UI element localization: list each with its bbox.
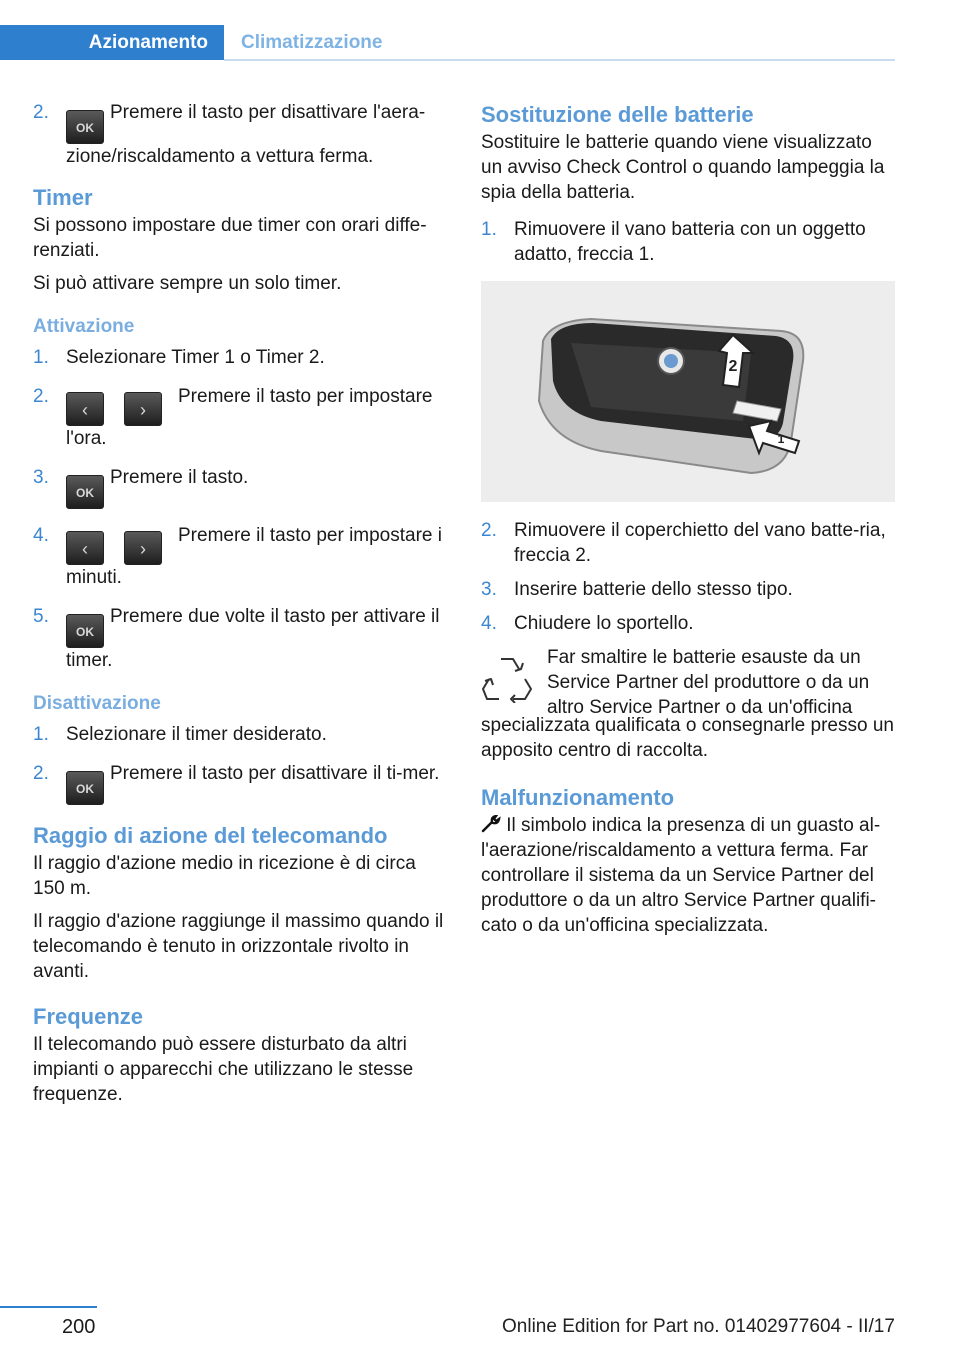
tab-azionamento[interactable]: Azionamento [0,25,224,60]
list-item [481,217,895,267]
list-item [481,611,895,636]
paragraph: Il raggio d'azione medio in ricezione è di circa 150 m. [33,853,416,899]
edition-text: Online Edition for Part no. 01402977604 - II/17 [502,1316,895,1337]
paragraph: Si possono impostare due timer con orari diffe-renziati. [33,215,427,261]
wrench-icon [481,815,501,833]
recycle-icon [481,651,533,703]
section-title-timer: Timer [33,185,93,210]
paragraph [481,813,895,938]
section-title-malfunzionamento: Malfunzionamento [481,785,675,810]
section-title-batterie: Sostituzione delle batterie [481,102,754,127]
paragraph: Il raggio d'azione raggiunge il massimo quando il telecomando è tenuto in orizzontale rivolto in avanti. [33,911,444,982]
item-number: 3. [481,579,497,600]
paragraph: specializzata qualificata o consegnarle presso un apposito centro di raccolta. [481,715,894,761]
subsection-title-attivazione: Attivazione [33,316,135,337]
item-text: Selezionare il timer desiderato. [66,724,327,745]
list-item [33,345,447,370]
right-column [481,100,895,946]
left-column [33,100,447,1115]
item-number: 1. [481,219,497,240]
activation-list [33,345,447,673]
arrow-right-key-icon: › [124,531,162,565]
paragraph: Si può attivare sempre un solo timer. [33,273,342,294]
recycle-text: Far smaltire le batterie esauste da un Service Partner del produttore o da un altro Service Partner o da un'officina [547,647,870,718]
item-text: Rimuovere il coperchietto del vano batte-ria, freccia 2. [514,520,886,566]
page-number: 200 [62,1316,96,1338]
item-text: Premere il tasto per disattivare l'aera-zione/riscaldamento a vettura ferma. [66,102,426,167]
ok-key-icon: OK [66,475,104,509]
item-text: Selezionare Timer 1 o Timer 2. [66,347,325,368]
subsection-title-disattivazione: Disattivazione [33,693,161,714]
ok-key-icon: OK [66,771,104,805]
item-text: Premere il tasto per disattivare il ti-mer. [110,763,440,784]
list-item [481,518,895,568]
list-item [33,722,447,747]
tab-climatizzazione[interactable]: Climatizzazione [241,31,383,53]
key-fob-illustration [481,281,895,502]
list-item [481,577,895,602]
item-number: 4. [481,613,497,634]
item-text: Premere il tasto per impostare i minuti. [66,525,442,588]
item-text: Chiudere lo sportello. [514,613,694,634]
item-number: 2. [33,102,49,123]
item-number: 1. [33,347,49,368]
arrow-right-key-icon: › [124,392,162,426]
item-text: Premere il tasto. [110,467,249,488]
item-number: 2. [33,763,49,784]
ok-key-icon: OK [66,110,104,144]
list-item [33,523,447,590]
recycle-note [481,645,895,721]
item-text: Premere il tasto per impostare l'ora. [66,386,433,449]
section-title-raggio: Raggio di azione del telecomando [33,823,388,848]
battery-list-continued [481,518,895,636]
deactivation-list [33,722,447,805]
paragraph: Il telecomando può essere disturbato da altri impianti o apparecchi che utilizzano le stesse frequenze. [33,1034,414,1105]
paragraph: Sostituire le batterie quando viene visualizzato un avviso Check Control o quando lampeggia la spia della batteria. [481,132,885,203]
list-item [33,465,447,509]
section-title-frequenze: Frequenze [33,1004,144,1029]
item-text: Premere due volte il tasto per attivare il timer. [66,606,440,671]
header [0,25,895,62]
arrow-1-label: 1 [777,432,785,446]
malfunction-text: Il simbolo indica la presenza di un guasto al-l'aerazione/riscaldamento a vettura ferma. Far controllare il sistema da un Service Partner del produttore o da un altro Service Partner qualifi-cato o da un'officina specializzata. [481,815,881,936]
list-item [33,100,447,169]
item-number: 3. [33,467,49,488]
arrow-left-key-icon: ‹ [66,531,104,565]
ok-key-icon: OK [66,614,104,648]
list-item [33,761,447,805]
item-text: Inserire batterie dello stesso tipo. [514,579,793,600]
item-number: 5. [33,606,49,627]
footer-divider [0,1306,97,1308]
key-fob-drawing [481,281,895,502]
list-item [33,604,447,673]
item-number: 2. [481,520,497,541]
item-text: Rimuovere il vano batteria con un oggetto adatto, freccia 1. [514,219,866,265]
item-number: 2. [33,386,49,407]
arrow-2-label: 2 [728,358,738,375]
item-number: 4. [33,525,49,546]
arrow-left-key-icon: ‹ [66,392,104,426]
list-item [33,384,447,451]
battery-list [481,217,895,267]
intro-list [33,100,447,169]
item-number: 1. [33,724,49,745]
header-divider [224,59,895,61]
